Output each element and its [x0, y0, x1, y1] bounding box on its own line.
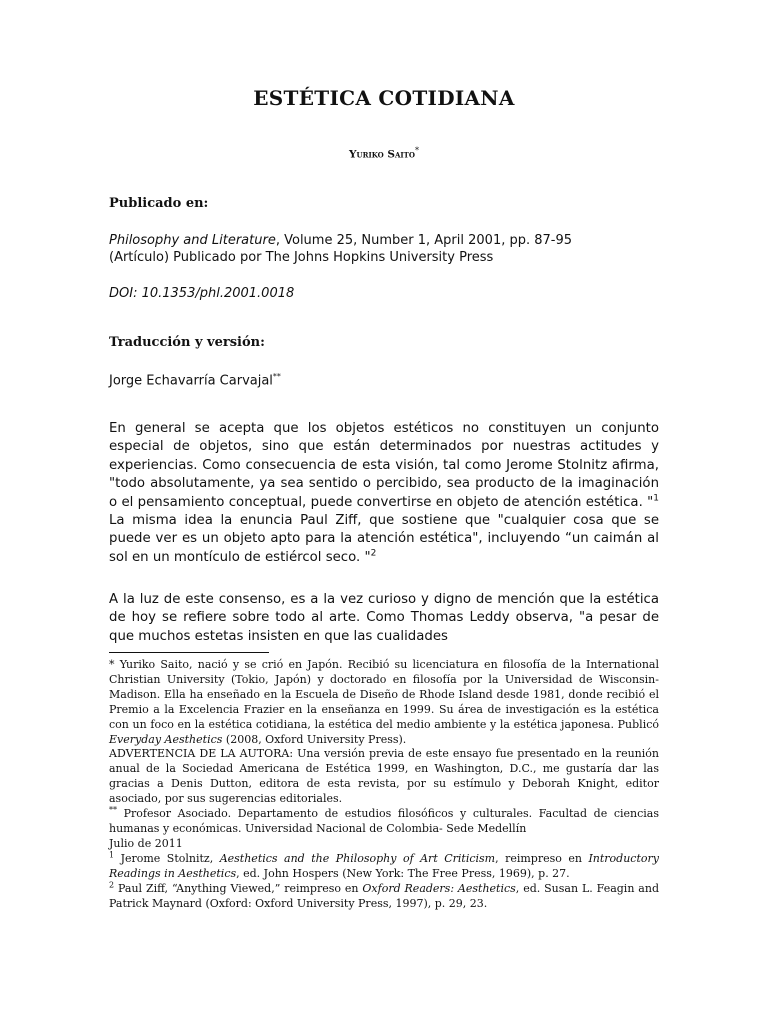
footnote-translator-mark: ** [109, 805, 117, 815]
footnote-2-text-b: , ed. Susan L. Feagin and Patrick Maynard (Oxford: Oxford University Press, 1997), p. 29, 23. [109, 881, 659, 910]
author-name: Yuriko Saito [349, 148, 415, 161]
translator-name: Jorge Echavarría Carvajal [109, 373, 273, 389]
p1-text-b: La misma idea la enuncia Paul Ziff, que sostiene que "cualquier cosa que se puede ver es un objeto apto para la atención estética", incluyendo “un caimán al sol en un montículo de estiércol seco. " [109, 513, 659, 565]
footnote-author-text: * Yuriko Saito, nació y se crió en Japón. Recibió su licenciatura en filosofía de la International Christian University (Tokio, Japón) y doctorado en filosofía por la Universidad de Wisconsin-Madison. Ella ha enseñado en la Escuela de Diseño de Rhode Island desde 1981, donde recibió el Premio a la Excelencia Frazier en la enseñanza en 1999. Su área de investigación es la estética con un foco en la estética cotidiana, la estética del medio ambiente y la estética japonesa. Publicó [109, 658, 659, 731]
translator-line [109, 368, 659, 390]
body-paragraph-1 [109, 420, 659, 567]
journal-name: Philosophy and Literature [109, 233, 276, 248]
footnote-ref-1: 1 [653, 493, 659, 504]
footnote-2-book: Oxford Readers: Aesthetics [362, 881, 516, 895]
footnote-author-book: Everyday Aesthetics [109, 732, 223, 746]
footnotes [109, 658, 659, 911]
publication-citation [109, 232, 659, 250]
document-title: ESTÉTICA COTIDIANA [253, 86, 515, 110]
footnote-2-mark: 2 [109, 879, 115, 889]
author-footnote-mark: * [414, 146, 419, 155]
footnote-translator-date: Julio de 2011 [109, 836, 183, 850]
author-line [0, 146, 768, 161]
body-paragraph-2: A la luz de este consenso, es a la vez curioso y digno de mención que la estética de hoy se refiere sobre todo al arte. Como Thomas Leddy observa, "a pesar de que muchos estetas insisten en que las cualidades [109, 592, 659, 644]
footnote-ref-2: 2 [370, 548, 377, 559]
translation-heading: Traducción y versión: [109, 335, 265, 350]
publisher-line: (Artículo) Publicado por The Johns Hopkins University Press [109, 250, 494, 265]
p1-text-a: En general se acepta que los objetos estéticos no constituyen un conjunto especial de objetos, sino que están determinados por nuestras actitudes y experiencias. Como consecuencia de esta visión, tal como Jerome Stolnitz afirma, "todo absolutamente, ya sea sentido o percibido, sea producto de la imaginación o el pensamiento conceptual, puede convertirse en objeto de atención estética. " [109, 421, 659, 510]
footnote-1-book-2: Introductory Readings in Aesthetics [109, 851, 659, 880]
footnote-1-text-c: , ed. John Hospers (New York: The Free Press, 1969), p. 27. [236, 866, 570, 880]
footnote-1-text-a: Jerome Stolnitz, [114, 851, 220, 865]
footnote-translator-text: Profesor Asociado. Departamento de estudios filosóficos y culturales. Facultad de ciencias humanas y económicas. Universidad Nacional de Colombia- Sede Medellín [109, 807, 659, 835]
journal-details: , Volume 25, Number 1, April 2001, pp. 87-95 [275, 233, 573, 248]
footnote-translator [109, 807, 659, 837]
footnote-2 [109, 879, 659, 912]
footnote-1-text-b: , reimpreso en [495, 851, 589, 865]
doi [109, 285, 659, 303]
footnote-advertencia: ADVERTENCIA DE LA AUTORA: Una versión previa de este ensayo fue presentado en la reunión anual de la Sociedad Americana de Estética 1999, en Washington, D.C., me gustaría dar las gracias a Denis Dutton, editora de esta revista, por su estímulo y Deborah Knight, editor asociado, por sus sugerencias editoriales. [109, 747, 659, 806]
doi-text: DOI: 10.1353/phl.2001.0018 [109, 286, 295, 301]
footnote-1 [109, 852, 659, 882]
footnote-author [109, 658, 659, 747]
footnote-1-book: Aesthetics and the Philosophy of Art Criticism [219, 851, 496, 865]
footnote-separator [109, 652, 269, 653]
translator-footnote-mark: ** [272, 372, 281, 381]
footnote-2-text-a: Paul Ziff, “Anything Viewed,” reimpreso en [114, 881, 363, 895]
footnote-author-end: (2008, Oxford University Press). [222, 732, 407, 746]
footnote-1-mark: 1 [109, 850, 115, 860]
publication-heading: Publicado en: [109, 196, 209, 211]
